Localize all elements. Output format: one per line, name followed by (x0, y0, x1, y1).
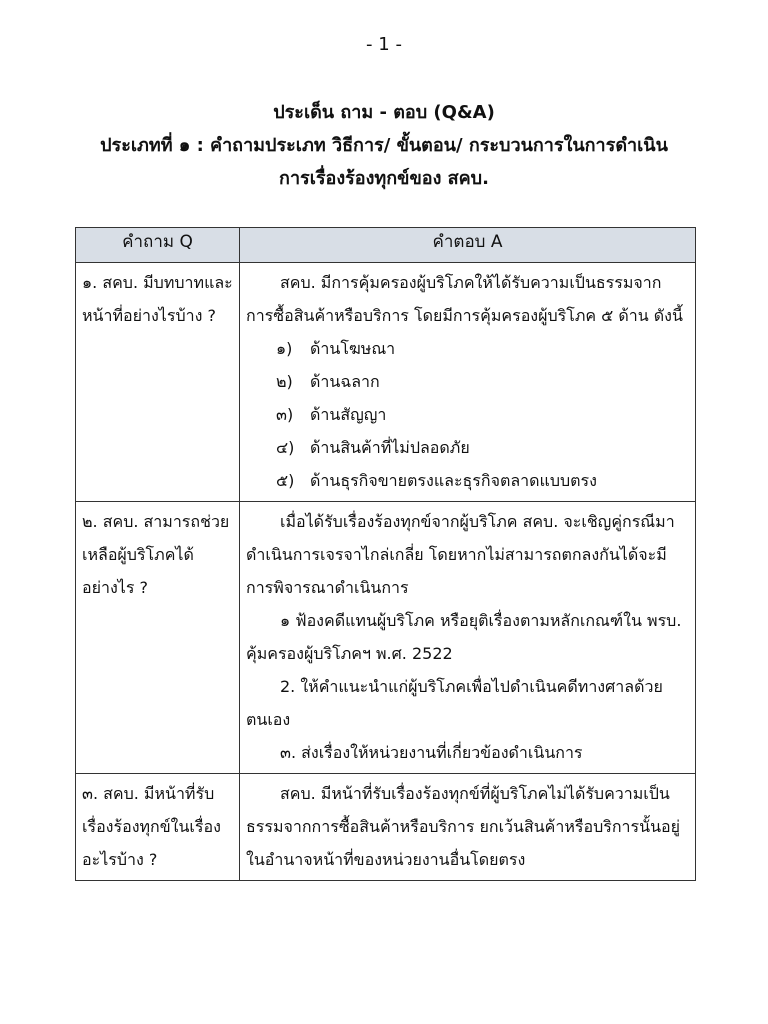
list-item (246, 431, 687, 464)
question-cell: ๑. สคบ. มีบทบาทและหน้าที่อย่างไรบ้าง ? (76, 263, 240, 502)
table-header-row (76, 228, 696, 263)
qa-table (75, 227, 696, 881)
answer-paragraph: ๓. ส่งเรื่องให้หน่วยงานที่เกี่ยวข้องดำเนินการ (280, 743, 583, 762)
list-item (246, 398, 687, 431)
list-item (246, 332, 687, 365)
list-item-text: ด้านสัญญา (310, 405, 387, 424)
answer-column-header: คำตอบ A (240, 228, 696, 263)
page-number: - 1 - (366, 34, 402, 55)
answer-cell (240, 263, 696, 502)
question-column-header: คำถาม Q (76, 228, 240, 263)
heading-category-continued: การเรื่องร้องทุกข์ของ สคบ. (279, 168, 489, 189)
answer-paragraph: เมื่อได้รับเรื่องร้องทุกข์จากผู้บริโภค สคบ. จะเชิญคู่กรณีมาดำเนินการเจรจาไกล่เกลี่ย โดยหากไม่สามารถตกลงกันได้จะมีการพิจารณาดำเนินการ (246, 512, 675, 597)
question-cell: ๓. สคบ. มีหน้าที่รับเรื่องร้องทุกข์ในเรื่องอะไรบ้าง ? (76, 774, 240, 881)
heading-category: ประเภทที่ ๑ : คำถามประเภท วิธีการ/ ขั้นตอน/ กระบวนการในการดำเนิน (100, 135, 668, 156)
question-cell: ๒. สคบ. สามารถช่วยเหลือผู้บริโภคได้อย่างไร ? (76, 502, 240, 774)
answer-paragraph: 2. ให้คำแนะนำแก่ผู้บริโภคเพื่อไปดำเนินคดีทางศาลด้วยตนเอง (246, 677, 663, 729)
list-item (246, 365, 687, 398)
list-item-number: ๓) (276, 405, 294, 424)
table-row (76, 774, 696, 881)
list-item-number: ๔) (276, 438, 295, 457)
list-item-number: ๒) (276, 372, 293, 391)
list-item-text: ด้านธุรกิจขายตรงและธุรกิจตลาดแบบตรง (310, 471, 597, 490)
list-item (246, 464, 687, 497)
answer-paragraph: สคบ. มีหน้าที่รับเรื่องร้องทุกข์ที่ผู้บริโภคไม่ได้รับความเป็นธรรมจากการซื้อสินค้าหรือบริการ ยกเว้นสินค้าหรือบริการนั้นอยู่ในอำนาจหน้าที่ของหน่วยงานอื่นโดยตรง (246, 784, 680, 869)
heading-title: ประเด็น ถาม - ตอบ (Q&A) (273, 102, 495, 123)
list-item-number: ๑) (276, 339, 293, 358)
table-row (76, 263, 696, 502)
answer-paragraph: ๑ ฟ้องคดีแทนผู้บริโภค หรือยุติเรื่องตามหลักเกณฑ์ใน พรบ. คุ้มครองผู้บริโภคฯ พ.ศ. 2522 (246, 611, 682, 663)
list-item-text: ด้านสินค้าที่ไม่ปลอดภัย (310, 438, 470, 457)
answer-cell (240, 774, 696, 881)
list-item-text: ด้านฉลาก (310, 372, 380, 391)
table-row (76, 502, 696, 774)
list-item-number: ๕) (276, 471, 295, 490)
answer-paragraph: สคบ. มีการคุ้มครองผู้บริโภคให้ได้รับความเป็นธรรมจากการซื้อสินค้าหรือบริการ โดยมีการคุ้มครองผู้บริโภค ๕ ด้าน ดังนี้ (246, 273, 683, 325)
answer-cell (240, 502, 696, 774)
document-heading (40, 96, 728, 195)
list-item-text: ด้านโฆษณา (310, 339, 396, 358)
